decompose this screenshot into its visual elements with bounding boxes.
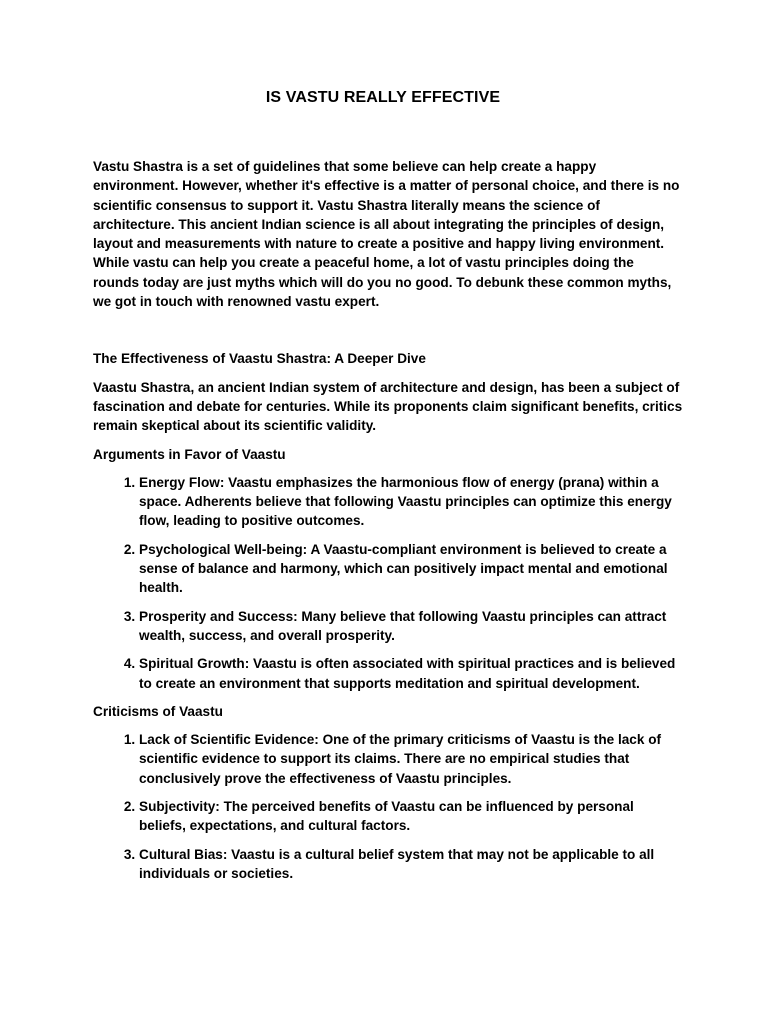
list-item: 4. Spiritual Growth: Vaastu is often associated with spiritual practices and is believed to create an environment that supports meditation and spiritual development. [139, 654, 683, 693]
list-item: 1. Energy Flow: Vaastu emphasizes the harmonious flow of energy (prana) within a space. Adherents believe that following Vaastu principles can optimize this energy flow, leading to positive outcomes. [139, 473, 683, 531]
favor-list [93, 473, 683, 693]
list-item: 2. Psychological Well-being: A Vaastu-compliant environment is believed to create a sense of balance and harmony, which can positively impact mental and emotional health. [139, 540, 683, 598]
section-heading: The Effectiveness of Vaastu Shastra: A Deeper Dive [93, 351, 426, 367]
favor-heading: Arguments in Favor of Vaastu [93, 446, 286, 462]
criticism-heading: Criticisms of Vaastu [93, 703, 223, 719]
section-paragraph: Vaastu Shastra, an ancient Indian system of architecture and design, has been a subject of fascination and debate for centuries. While its proponents claim significant benefits, critics remain skeptical about its scientific validity. [93, 379, 683, 434]
list-item: 1. Lack of Scientific Evidence: One of the primary criticisms of Vaastu is the lack of scientific evidence to support its claims. There are no empirical studies that conclusively prove the effectiveness of Vaastu principles. [139, 730, 683, 788]
criticism-list [93, 730, 683, 883]
intro-paragraph: Vastu Shastra is a set of guidelines that some believe can help create a happy environment. However, whether it's effective is a matter of personal choice, and there is no scientific consensus to support it. Vastu Shastra literally means the science of architecture. This ancient Indian science is all about integrating the principles of design, layout and measurements with nature to create a positive and happy living environment. While vastu can help you create a peaceful home, a lot of vastu principles doing the rounds today are just myths which will do you no good. To debunk these common myths, we got in touch with renowned vastu expert. [93, 159, 680, 310]
list-item: 3. Prosperity and Success: Many believe that following Vaastu principles can attract wealth, success, and overall prosperity. [139, 607, 683, 646]
document-body [93, 157, 683, 892]
document-title: IS VASTU REALLY EFFECTIVE [265, 89, 501, 106]
list-item: 2. Subjectivity: The perceived benefits of Vaastu can be influenced by personal beliefs, expectations, and cultural factors. [139, 797, 683, 836]
list-item: 3. Cultural Bias: Vaastu is a cultural belief system that may not be applicable to all individuals or societies. [139, 845, 683, 884]
